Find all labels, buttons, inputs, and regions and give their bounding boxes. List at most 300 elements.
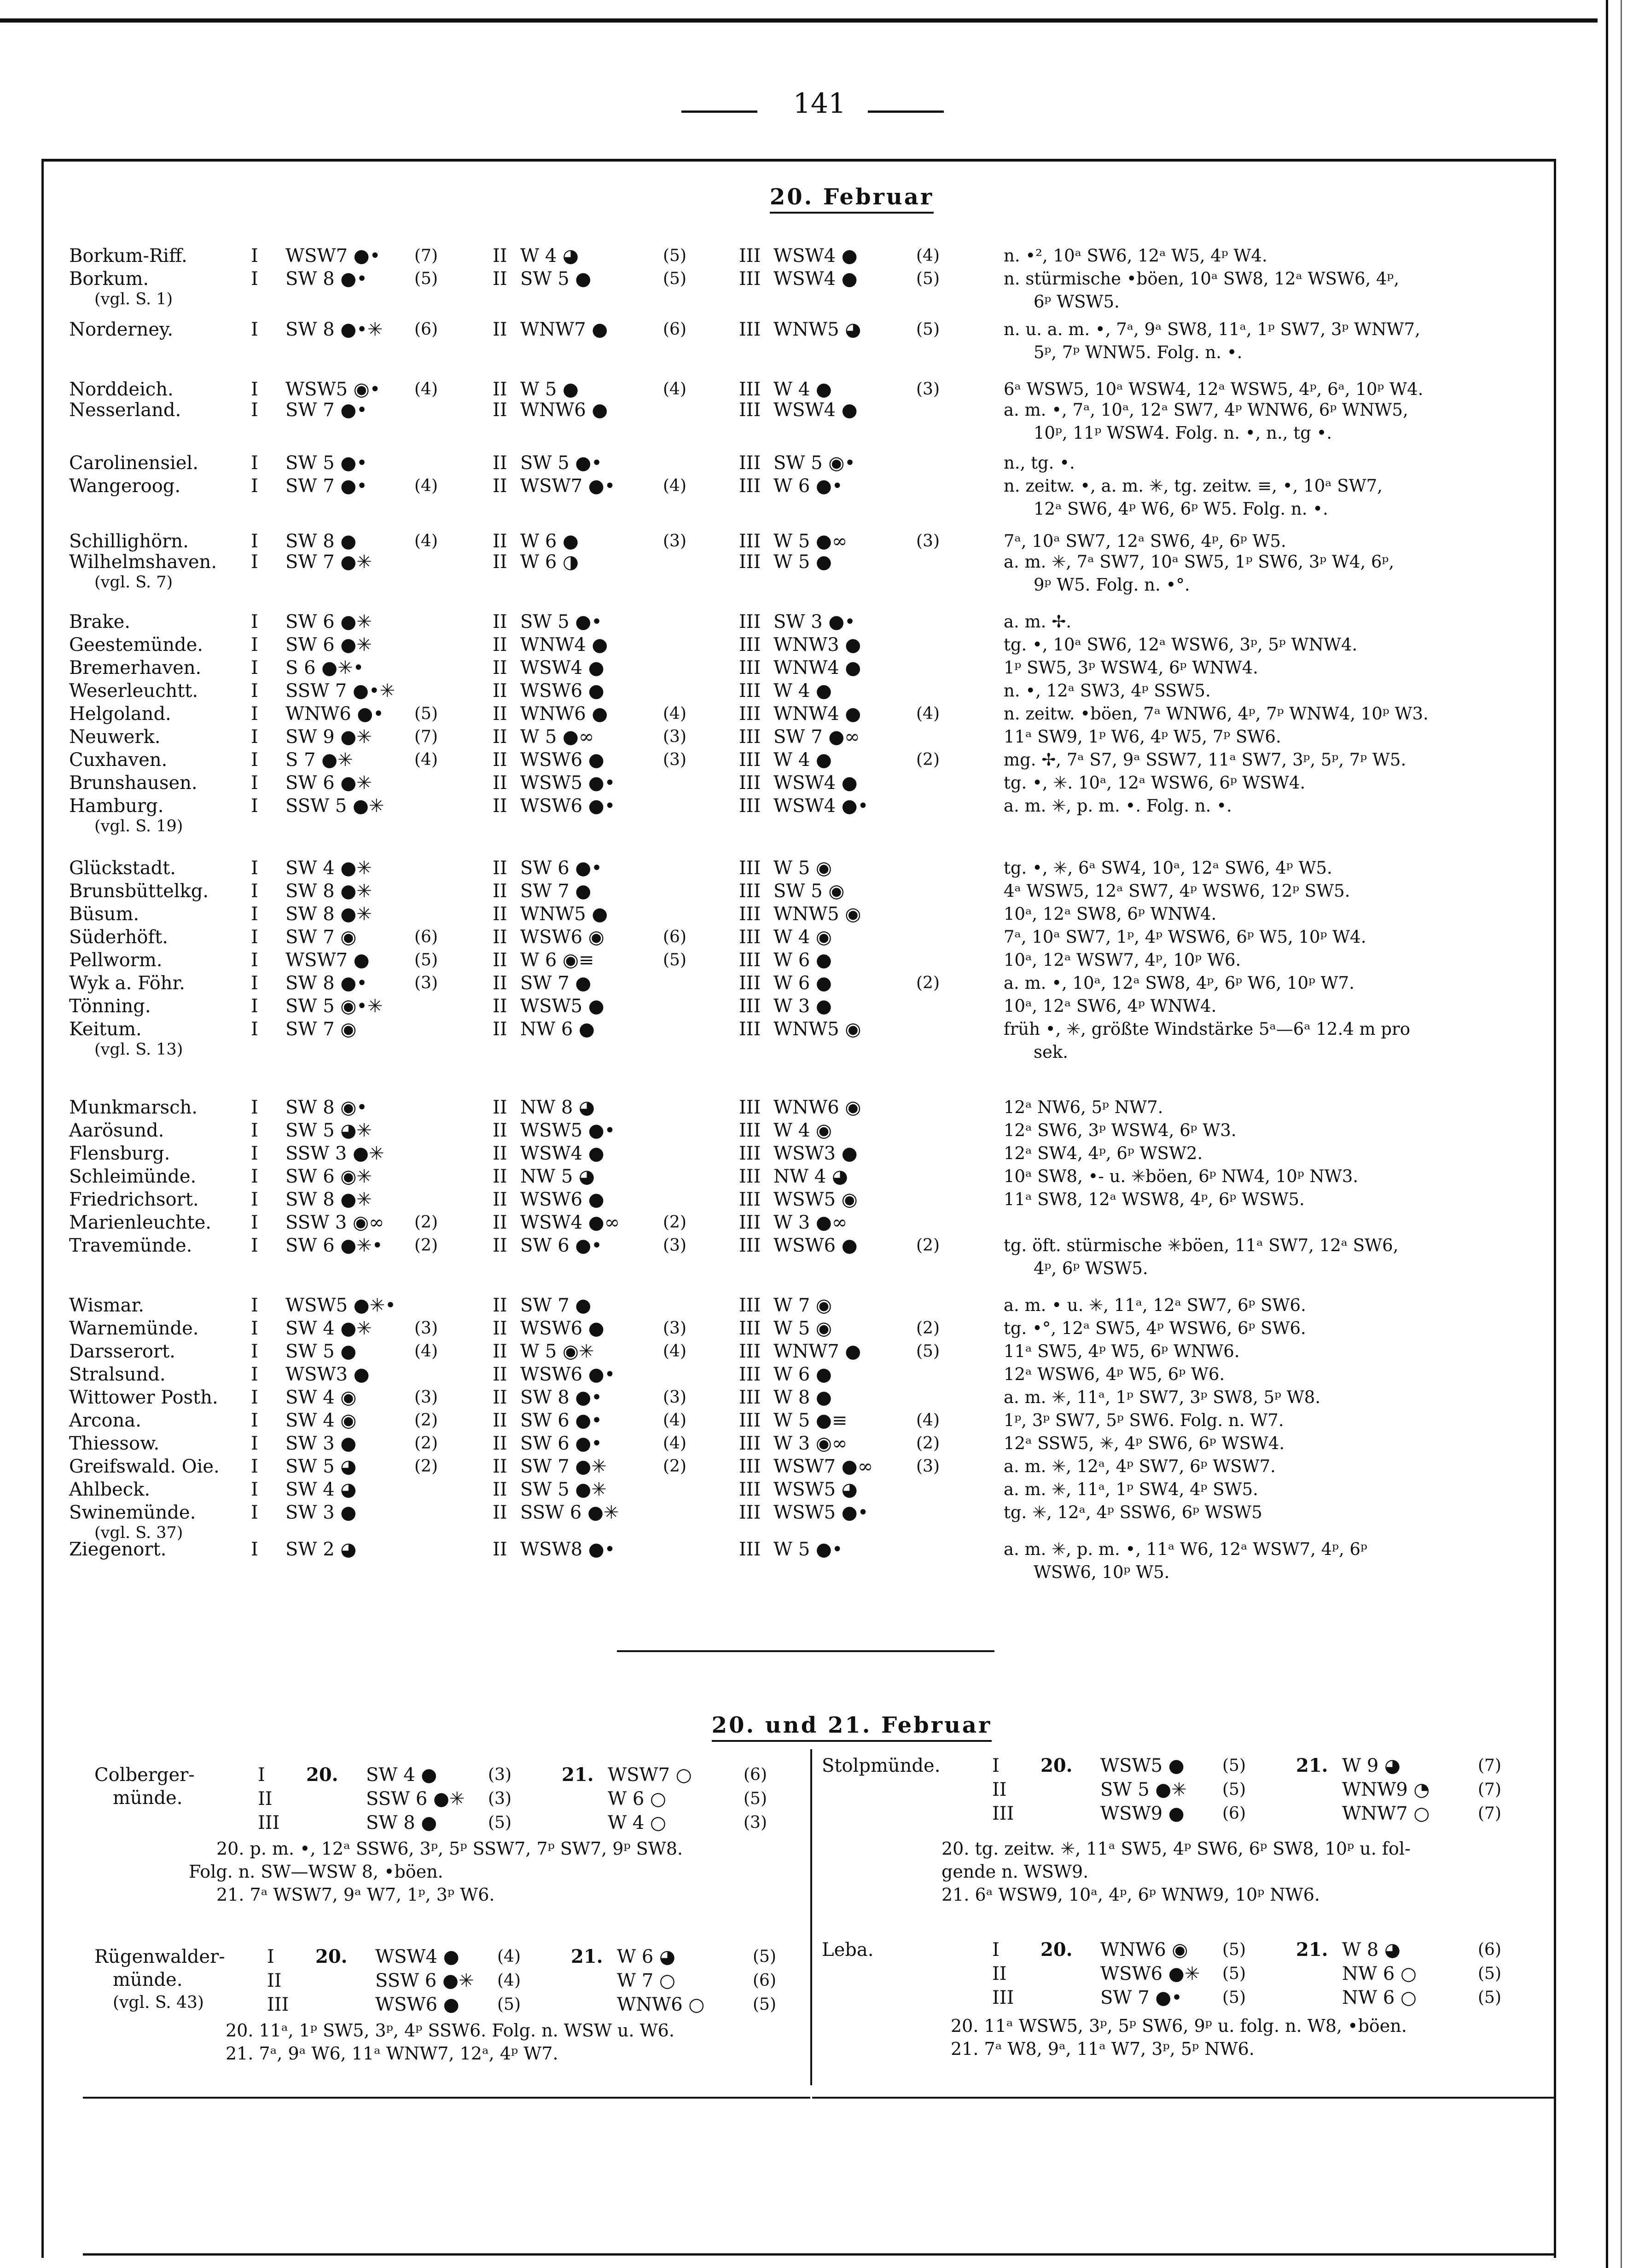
section-2-title: 20. und 21. Februar: [552, 1712, 1151, 1738]
obs-wind-3: WSW4 ●: [773, 268, 858, 290]
remark: a. m. ✳, 12ᵃ, 4ᵖ SW7, 6ᵖ WSW7.: [1004, 1456, 1276, 1476]
obs-label-2: II: [493, 772, 507, 794]
obs-wind-3: W 6 ●: [773, 1364, 832, 1385]
obs-wind-3: WSW4 ●: [773, 772, 858, 794]
table-row: [0, 679, 1633, 703]
table-row: [0, 948, 1633, 972]
table-row: [0, 971, 1633, 995]
remark-continuation: 6ᵖ WSW5.: [1034, 292, 1120, 312]
obs-label-2: II: [493, 1410, 507, 1431]
obs-label-1: I: [251, 726, 258, 748]
remark: a. m. ✳, p. m. •, 11ᵃ W6, 12ᵃ WSW7, 4ᵖ, 6ᵖ: [1004, 1539, 1367, 1559]
ruegenwalder-name-3: (vgl. S. 43): [113, 1993, 204, 2012]
obs-label-3: III: [739, 950, 761, 971]
obs-sea-3: (2): [916, 1434, 940, 1453]
table-row: [0, 1165, 1633, 1189]
obs-label-1: I: [251, 1295, 258, 1316]
table-top-border: [41, 159, 1556, 162]
station-reference: (vgl. S. 7): [94, 573, 173, 592]
obs-label-2: II: [493, 1318, 507, 1339]
obs-label-3: III: [739, 611, 761, 632]
obs-wind-1: SW 2 ◕: [285, 1539, 357, 1560]
obs-wind-1: SW 8 ●: [285, 531, 357, 552]
obs-wind-2: WNW4 ●: [520, 634, 608, 655]
obs-wind-3: WNW7 ●: [773, 1341, 861, 1362]
stolpmuende-name: Stolpmünde.: [822, 1755, 941, 1776]
obs-label-3: III: [739, 452, 761, 474]
obs-label: II: [258, 1788, 273, 1810]
obs-label-1: I: [251, 531, 258, 552]
station-name: Weserleuchtt.: [69, 680, 198, 702]
obs-wind-2: WSW5 ●•: [520, 1120, 616, 1141]
obs-sea-1: (7): [414, 246, 438, 265]
obs-label-3: III: [739, 1502, 761, 1523]
note-line: 21. 7ᵃ, 9ᵃ W6, 11ᵃ WNW7, 12ᵃ, 4ᵖ W7.: [226, 2043, 558, 2064]
obs-wind-1: SW 8 ●✳: [285, 904, 372, 925]
remark: tg. •, 10ᵃ SW6, 12ᵃ WSW6, 3ᵖ, 5ᵖ WNW4.: [1004, 635, 1358, 655]
station-name: Borkum.: [69, 268, 149, 290]
obs-sea-3: (4): [916, 246, 940, 265]
section-1-title: 20. Februar: [599, 184, 1105, 210]
obs-label-1: I: [251, 1143, 258, 1164]
obs-label-1: I: [251, 1433, 258, 1454]
obs-wind-1: S 6 ●✳•: [285, 657, 364, 679]
table-row: [0, 702, 1633, 726]
station-name: Helgoland.: [69, 703, 171, 725]
obs-sea-2: (4): [663, 1434, 686, 1453]
obs-wind-3: WSW4 ●: [773, 245, 858, 267]
obs-wind-2: W 4 ◕: [520, 245, 579, 267]
table-row: [0, 474, 1633, 498]
obs-sea-1: (6): [414, 928, 438, 946]
obs-wind-2: WSW6 ●: [520, 749, 604, 771]
obs-label-1: I: [251, 1341, 258, 1362]
obs-label-2: II: [493, 1143, 507, 1164]
obs-label-1: I: [251, 245, 258, 267]
obs-wind-3: WSW4 ●•: [773, 795, 869, 817]
date-21-label: 21.: [562, 1764, 594, 1786]
station-name: Tönning.: [69, 996, 151, 1017]
obs-sea-3: (2): [916, 1319, 940, 1338]
obs-label-1: I: [251, 1120, 258, 1141]
obs-label-1: I: [251, 881, 258, 902]
obs-sea-1: (5): [414, 269, 438, 288]
obs-20-sea: (5): [1222, 1964, 1246, 1983]
obs-label-2: II: [493, 881, 507, 902]
obs-sea-2: (3): [663, 1236, 686, 1255]
remark: a. m. ✢.: [1004, 612, 1071, 632]
obs-label-3: III: [739, 1295, 761, 1316]
obs-label-3: III: [739, 319, 761, 340]
station-name: Bremerhaven.: [69, 657, 202, 679]
obs-wind-2: SW 6 ●•: [520, 1433, 602, 1454]
station-name: Travemünde.: [69, 1235, 192, 1256]
obs-wind-3: W 5 ◉: [773, 858, 832, 879]
obs-sea-2: (5): [663, 269, 686, 288]
obs-wind-2: NW 5 ◕: [520, 1166, 595, 1187]
obs-wind-3: WSW5 ●•: [773, 1502, 869, 1523]
obs-label-3: III: [739, 927, 761, 948]
obs-sea-1: (7): [414, 727, 438, 746]
obs-label-1: I: [251, 611, 258, 632]
obs-wind-3: SW 5 ◉: [773, 881, 845, 902]
obs-wind-2: SW 6 ●•: [520, 858, 602, 879]
obs-label-3: III: [739, 996, 761, 1017]
table-row: [0, 856, 1633, 880]
obs-wind-3: W 3 ●∞: [773, 1212, 848, 1233]
obs-label-1: I: [251, 1539, 258, 1560]
date-20-label: 20.: [315, 1946, 348, 1967]
date-20-label: 20.: [1040, 1939, 1073, 1961]
obs-wind-3: W 5 ●•: [773, 1539, 843, 1560]
obs-label-1: I: [251, 749, 258, 771]
obs-wind-1: SW 6 ●✳•: [285, 1235, 383, 1256]
remark: tg. ✳, 12ᵃ, 4ᵖ SSW6, 6ᵖ WSW5: [1004, 1502, 1262, 1522]
obs-label-1: I: [251, 1019, 258, 1040]
obs-wind-3: WSW5 ◕: [773, 1479, 858, 1500]
table-row: [0, 318, 1633, 342]
obs-label-1: I: [251, 1364, 258, 1385]
obs-20-wind: WSW6 ●✳: [1100, 1963, 1200, 1984]
obs-label: II: [992, 1779, 1007, 1800]
obs-wind-3: W 5 ●∞: [773, 531, 848, 552]
obs-20-sea: (4): [497, 1971, 521, 1990]
table-row: [0, 1211, 1633, 1235]
obs-wind-3: W 6 ●•: [773, 476, 843, 497]
remark: tg. öft. stürmische ✳böen, 11ᵃ SW7, 12ᵃ SW6,: [1004, 1236, 1399, 1255]
table-row: [0, 1501, 1633, 1525]
table-row: [0, 1317, 1633, 1340]
obs-label-3: III: [739, 973, 761, 994]
note-line: 20. 11ᵃ WSW5, 3ᵖ, 5ᵖ SW6, 9ᵖ u. folg. n. W8, •böen.: [951, 2016, 1407, 2036]
table-row: [0, 610, 1633, 634]
remark: 10ᵃ, 12ᵃ SW6, 4ᵖ WNW4.: [1004, 996, 1217, 1016]
remark: n. u. a. m. •, 7ᵃ, 9ᵃ SW8, 11ᵃ, 1ᵖ SW7, 3ᵖ WNW7,: [1004, 319, 1420, 339]
table-row: [0, 398, 1633, 422]
obs-wind-1: SW 7 ●✳: [285, 551, 372, 573]
obs-label-2: II: [493, 1097, 507, 1118]
station-name: Schillighörn.: [69, 531, 189, 552]
obs-label-2: II: [493, 319, 507, 340]
obs-label-1: I: [251, 657, 258, 679]
obs-wind-2: WSW5 ●: [520, 996, 604, 1017]
date-20-label: 20.: [306, 1764, 338, 1786]
table-row: [0, 794, 1633, 818]
obs-label: III: [992, 1987, 1014, 2008]
obs-wind-1: SW 7 ●•: [285, 476, 367, 497]
table-row: [0, 1363, 1633, 1386]
obs-label-2: II: [493, 476, 507, 497]
remark: n., tg. •.: [1004, 453, 1075, 473]
obs-21-sea: (6): [753, 1971, 776, 1990]
obs-label-3: III: [739, 531, 761, 552]
obs-sea-1: (3): [414, 974, 438, 992]
obs-label-3: III: [739, 858, 761, 879]
station-name: Greifswald. Oie.: [69, 1456, 220, 1477]
obs-21-sea: (5): [1478, 1988, 1501, 2007]
obs-label-1: I: [251, 1166, 258, 1187]
obs-label-2: II: [493, 927, 507, 948]
obs-sea-2: (6): [663, 320, 686, 339]
note-line: 21. 6ᵃ WSW9, 10ᵃ, 4ᵖ, 6ᵖ WNW9, 10ᵖ NW6.: [941, 1885, 1320, 1905]
remark: n. •², 10ᵃ SW6, 12ᵃ W5, 4ᵖ W4.: [1004, 246, 1267, 266]
obs-label-3: III: [739, 551, 761, 573]
remark: 7ᵃ, 10ᵃ SW7, 1ᵖ, 4ᵖ WSW6, 6ᵖ W5, 10ᵖ W4.: [1004, 927, 1366, 947]
station-name: Thiessow.: [69, 1433, 160, 1454]
obs-label-2: II: [493, 973, 507, 994]
station-name: Flensburg.: [69, 1143, 170, 1164]
obs-label-2: II: [493, 996, 507, 1017]
section-divider: [617, 1650, 994, 1652]
obs-21-wind: WSW7 ○: [608, 1764, 692, 1786]
station-name: Nesserland.: [69, 400, 181, 421]
obs-20-sea: (5): [1222, 1988, 1246, 2007]
obs-wind-2: W 5 ●: [520, 379, 579, 400]
table-row: [0, 1432, 1633, 1456]
note-line: gende n. WSW9.: [941, 1862, 1089, 1882]
obs-label-1: I: [251, 858, 258, 879]
obs-label-3: III: [739, 726, 761, 748]
obs-wind-2: WNW6 ●: [520, 400, 608, 421]
obs-20-wind: SW 5 ●✳: [1100, 1779, 1187, 1800]
obs-wind-2: WSW6 ●: [520, 680, 604, 702]
obs-label: III: [258, 1812, 280, 1833]
obs-label-1: I: [251, 476, 258, 497]
obs-label-2: II: [493, 858, 507, 879]
obs-21-sea: (5): [753, 1995, 776, 2014]
station-name: Brunsbüttelkg.: [69, 881, 209, 902]
station-name: Borkum-Riff.: [69, 245, 187, 267]
station-name: Keitum.: [69, 1019, 142, 1040]
obs-label-2: II: [493, 680, 507, 702]
obs-sea-2: (4): [663, 1342, 686, 1361]
obs-21-sea: (6): [744, 1765, 767, 1784]
obs-sea-3: (4): [916, 1411, 940, 1430]
obs-label-3: III: [739, 1019, 761, 1040]
remark-continuation: 5ᵖ, 7ᵖ WNW5. Folg. n. •.: [1034, 342, 1243, 362]
obs-wind-3: W 5 ●: [773, 551, 832, 573]
obs-label: III: [992, 1803, 1014, 1824]
obs-20-wind: SW 4 ●: [366, 1764, 437, 1786]
obs-label-3: III: [739, 1410, 761, 1431]
remark: 12ᵃ SSW5, ✳, 4ᵖ SW6, 6ᵖ WSW4.: [1004, 1433, 1285, 1453]
obs-wind-2: SW 7 ●: [520, 881, 592, 902]
remark: tg. •, ✳, 6ᵃ SW4, 10ᵃ, 12ᵃ SW6, 4ᵖ W5.: [1004, 858, 1332, 878]
obs-sea-1: (2): [414, 1213, 438, 1232]
obs-wind-1: WSW5 ●✳•: [285, 1295, 396, 1316]
table-row: [0, 1294, 1633, 1317]
obs-label-2: II: [493, 703, 507, 725]
page-number-dash-right: [868, 110, 944, 113]
station-name: Friedrichsort.: [69, 1189, 199, 1210]
obs-sea-1: (4): [414, 476, 438, 495]
obs-wind-1: SW 4 ◉: [285, 1387, 357, 1408]
obs-wind-3: WNW5 ◉: [773, 904, 861, 925]
obs-21-wind: W 4 ○: [608, 1812, 666, 1833]
obs-21-wind: W 9 ◕: [1342, 1755, 1401, 1776]
obs-20-sea: (3): [488, 1789, 511, 1808]
obs-21-sea: (5): [1478, 1964, 1501, 1983]
obs-wind-3: W 8 ●: [773, 1387, 832, 1408]
obs-label-3: III: [739, 379, 761, 400]
obs-wind-2: WSW6 ●: [520, 1318, 604, 1339]
obs-wind-1: SW 3 ●: [285, 1502, 357, 1523]
obs-wind-2: SW 7 ●: [520, 1295, 592, 1316]
obs-20-sea: (5): [497, 1995, 521, 2014]
obs-sea-1: (2): [414, 1236, 438, 1255]
obs-label-3: III: [739, 1539, 761, 1560]
obs-label: I: [992, 1755, 1000, 1776]
obs-label-3: III: [739, 1387, 761, 1408]
table-row: [0, 1119, 1633, 1143]
obs-wind-2: NW 8 ◕: [520, 1097, 595, 1118]
obs-label: II: [267, 1970, 282, 1991]
obs-21-sea: (5): [753, 1947, 776, 1966]
obs-sea-1: (3): [414, 1388, 438, 1407]
obs-sea-1: (5): [414, 951, 438, 969]
obs-label-1: I: [251, 1479, 258, 1500]
obs-label-1: I: [251, 379, 258, 400]
obs-label-1: I: [251, 996, 258, 1017]
obs-sea-1: (5): [414, 704, 438, 723]
station-name: Glückstadt.: [69, 858, 176, 879]
obs-label-2: II: [493, 1120, 507, 1141]
remark: 1ᵖ, 3ᵖ SW7, 5ᵖ SW6. Folg. n. W7.: [1004, 1410, 1284, 1430]
obs-wind-3: W 4 ●: [773, 680, 832, 702]
obs-sea-2: (5): [663, 951, 686, 969]
remark-continuation: 9ᵖ W5. Folg. n. •°.: [1034, 575, 1190, 595]
obs-21-sea: (7): [1478, 1756, 1501, 1775]
obs-wind-1: SW 5 ●•: [285, 452, 367, 474]
remark: mg. ✢, 7ᵃ S7, 9ᵃ SSW7, 11ᵃ SW7, 3ᵖ, 5ᵖ, 7ᵖ W5.: [1004, 750, 1406, 770]
obs-label: II: [992, 1963, 1007, 1984]
remark-continuation: 10ᵖ, 11ᵖ WSW4. Folg. n. •, n., tg •.: [1034, 423, 1332, 443]
obs-label: III: [267, 1994, 289, 2015]
obs-sea-2: (4): [663, 476, 686, 495]
obs-wind-1: SW 8 ●✳: [285, 1189, 372, 1210]
note-line: Folg. n. SW—WSW 8, •böen.: [189, 1862, 443, 1882]
obs-wind-1: SSW 5 ●✳: [285, 795, 384, 817]
obs-wind-2: SW 6 ●•: [520, 1235, 602, 1256]
obs-sea-1: (4): [414, 532, 438, 551]
obs-label-2: II: [493, 1479, 507, 1500]
obs-wind-1: SSW 3 ◉∞: [285, 1212, 384, 1233]
obs-label-2: II: [493, 1295, 507, 1316]
obs-wind-3: WNW5 ◕: [773, 319, 861, 340]
table-row: [0, 771, 1633, 795]
obs-wind-2: WSW4 ●: [520, 657, 604, 679]
obs-wind-2: SW 7 ●: [520, 973, 592, 994]
station-name: Wismar.: [69, 1295, 144, 1316]
station-name: Norddeich.: [69, 379, 174, 400]
remark: 1ᵖ SW5, 3ᵖ WSW4, 6ᵖ WNW4.: [1004, 658, 1258, 678]
obs-label-3: III: [739, 1318, 761, 1339]
obs-label-2: II: [493, 1212, 507, 1233]
obs-label-1: I: [251, 1212, 258, 1233]
table-row: [0, 550, 1633, 574]
obs-wind-2: W 5 ◉✳: [520, 1341, 594, 1362]
obs-sea-1: (4): [414, 750, 438, 769]
obs-21-sea: (3): [744, 1813, 767, 1832]
obs-sea-3: (4): [916, 704, 940, 723]
obs-label-3: III: [739, 680, 761, 702]
obs-wind-1: SW 5 ◉•✳: [285, 996, 383, 1017]
obs-wind-3: NW 4 ◕: [773, 1166, 848, 1187]
obs-wind-1: SW 6 ◉✳: [285, 1166, 372, 1187]
remark: a. m. •, 10ᵃ, 12ᵃ SW8, 4ᵖ, 6ᵖ W6, 10ᵖ W7.: [1004, 973, 1354, 993]
station-reference: (vgl. S. 37): [94, 1524, 183, 1542]
table-row: [0, 748, 1633, 772]
station-name: Carolinensiel.: [69, 452, 198, 474]
station-name: Wittower Posth.: [69, 1387, 218, 1408]
remark: a. m. •, 7ᵃ, 10ᵃ, 12ᵃ SW7, 4ᵖ WNW6, 6ᵖ WNW5,: [1004, 400, 1408, 420]
remark: a. m. ✳, 11ᵃ, 1ᵖ SW7, 3ᵖ SW8, 5ᵖ W8.: [1004, 1387, 1321, 1407]
obs-label-1: I: [251, 452, 258, 474]
obs-label-3: III: [739, 749, 761, 771]
obs-label-1: I: [251, 400, 258, 421]
obs-label-3: III: [739, 268, 761, 290]
obs-wind-3: W 4 ●: [773, 749, 832, 771]
station-name: Stralsund.: [69, 1364, 166, 1385]
obs-label-1: I: [251, 680, 258, 702]
obs-label-1: I: [251, 927, 258, 948]
station-name: Wangeroog.: [69, 476, 181, 497]
note-line: 21. 7ᵃ WSW7, 9ᵃ W7, 1ᵖ, 3ᵖ W6.: [216, 1885, 495, 1905]
obs-21-wind: W 6 ○: [608, 1788, 666, 1810]
obs-sea-2: (3): [663, 532, 686, 551]
note-line: 20. tg. zeitw. ✳, 11ᵃ SW5, 4ᵖ SW6, 6ᵖ SW8, 10ᵖ u. fol-: [941, 1839, 1411, 1859]
note-line: 21. 7ᵃ W8, 9ᵃ, 11ᵃ W7, 3ᵖ, 5ᵖ NW6.: [951, 2039, 1255, 2059]
date-21-label: 21.: [571, 1946, 603, 1967]
obs-sea-1: (3): [414, 1319, 438, 1338]
obs-wind-1: SW 3 ●: [285, 1433, 357, 1454]
obs-sea-2: (3): [663, 750, 686, 769]
obs-wind-1: SW 6 ●✳: [285, 634, 372, 655]
table-row: [0, 656, 1633, 680]
remark: tg. •, ✳. 10ᵃ, 12ᵃ WSW6, 6ᵖ WSW4.: [1004, 773, 1306, 793]
station-name: Hamburg.: [69, 795, 164, 817]
remark: n. zeitw. •, a. m. ✳, tg. zeitw. ≡, •, 10ᵃ SW7,: [1004, 476, 1383, 496]
obs-wind-3: WNW4 ●: [773, 703, 861, 725]
obs-wind-1: SSW 3 ●✳: [285, 1143, 384, 1164]
obs-wind-3: SW 7 ●∞: [773, 726, 860, 748]
obs-20-sea: (5): [1222, 1780, 1246, 1799]
obs-21-wind: NW 6 ○: [1342, 1987, 1417, 2008]
remark: a. m. ✳, 11ᵃ, 1ᵖ SW4, 4ᵖ SW5.: [1004, 1479, 1258, 1499]
obs-wind-1: SW 5 ◕: [285, 1456, 357, 1477]
obs-wind-1: SW 5 ◕✳: [285, 1120, 372, 1141]
obs-wind-2: SW 6 ●•: [520, 1410, 602, 1431]
obs-label: I: [258, 1764, 265, 1786]
table-row: [0, 633, 1633, 657]
remark: tg. •°, 12ᵃ SW5, 4ᵖ WSW6, 6ᵖ SW6.: [1004, 1318, 1306, 1338]
obs-wind-2: SW 5 ●: [520, 268, 592, 290]
obs-label-2: II: [493, 1433, 507, 1454]
obs-wind-1: S 7 ●✳: [285, 749, 353, 771]
obs-sea-2: (2): [663, 1457, 686, 1476]
obs-label-2: II: [493, 904, 507, 925]
remark: a. m. ✳, 7ᵃ SW7, 10ᵃ SW5, 1ᵖ SW6, 3ᵖ W4, 6ᵖ,: [1004, 552, 1395, 572]
obs-wind-2: SW 7 ●✳: [520, 1456, 607, 1477]
obs-label-3: III: [739, 476, 761, 497]
station-name: Brunshausen.: [69, 772, 198, 794]
table-row: [0, 1340, 1633, 1363]
obs-label-1: I: [251, 268, 258, 290]
obs-wind-2: WSW8 ●•: [520, 1539, 616, 1560]
obs-label-2: II: [493, 726, 507, 748]
bottom-rule-left: [83, 2097, 810, 2099]
obs-21-sea: (7): [1478, 1804, 1501, 1823]
